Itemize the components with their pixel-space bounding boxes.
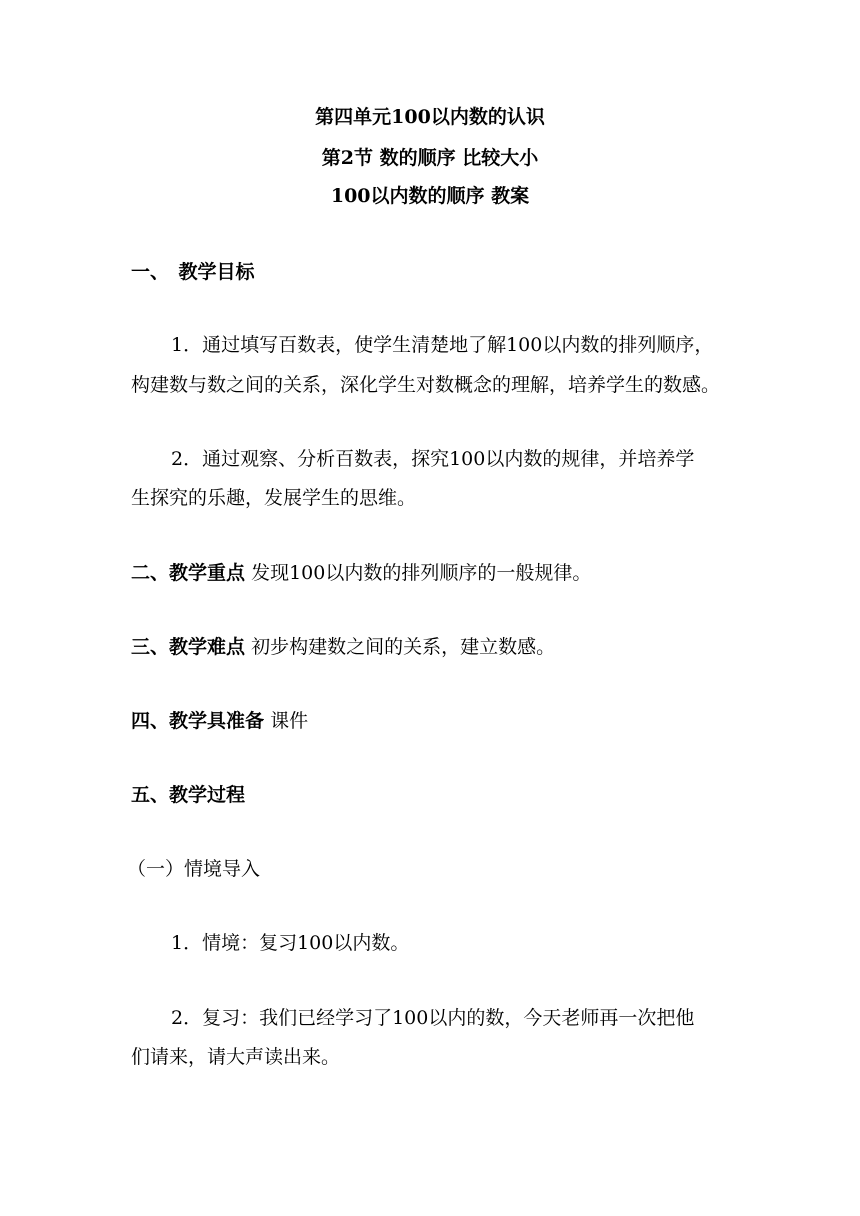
unit-title: 第四单元100以内数的认识 bbox=[315, 106, 545, 128]
goal-1-line-1: 1．通过填写百数表，使学生清楚地了解100以内数的排列顺序， bbox=[171, 334, 714, 356]
heading-difficulties: 三、教学难点 bbox=[131, 636, 246, 658]
difficulties-text: 初步构建数之间的关系，建立数感。 bbox=[251, 636, 556, 658]
section-title: 第2节 数的顺序 比较大小 bbox=[321, 147, 539, 169]
step-1: 1．情境：复习100以内数。 bbox=[171, 932, 410, 954]
heading-teaching-process: 五、教学过程 bbox=[131, 784, 246, 806]
heading-key-points: 二、教学重点 bbox=[131, 562, 246, 584]
step-2-line-2: 们请来，请大声读出来。 bbox=[131, 1046, 341, 1068]
key-points-row bbox=[131, 561, 591, 585]
lesson-title: 100以内数的顺序 教案 bbox=[330, 185, 530, 207]
heading-materials: 四、教学具准备 bbox=[131, 710, 265, 732]
subheading-intro: （一）情境导入 bbox=[127, 858, 261, 880]
step-2-line-1: 2．复习：我们已经学习了100以内的数，今天老师再一次把他 bbox=[171, 1007, 695, 1029]
materials-row bbox=[131, 709, 308, 733]
difficulties-row bbox=[131, 635, 555, 659]
materials-text: 课件 bbox=[270, 710, 309, 732]
key-points-text: 发现100以内数的排列顺序的一般规律。 bbox=[251, 562, 592, 584]
goal-2-line-2: 生探究的乐趣，发展学生的思维。 bbox=[131, 487, 417, 509]
goal-2-line-1: 2．通过观察、分析百数表，探究100以内数的规律，并培养学 bbox=[171, 448, 695, 470]
heading-teaching-goals: 一、 教学目标 bbox=[131, 261, 255, 283]
goal-1-line-2: 构建数与数之间的关系，深化学生对数概念的理解，培养学生的数感。 bbox=[131, 374, 721, 396]
